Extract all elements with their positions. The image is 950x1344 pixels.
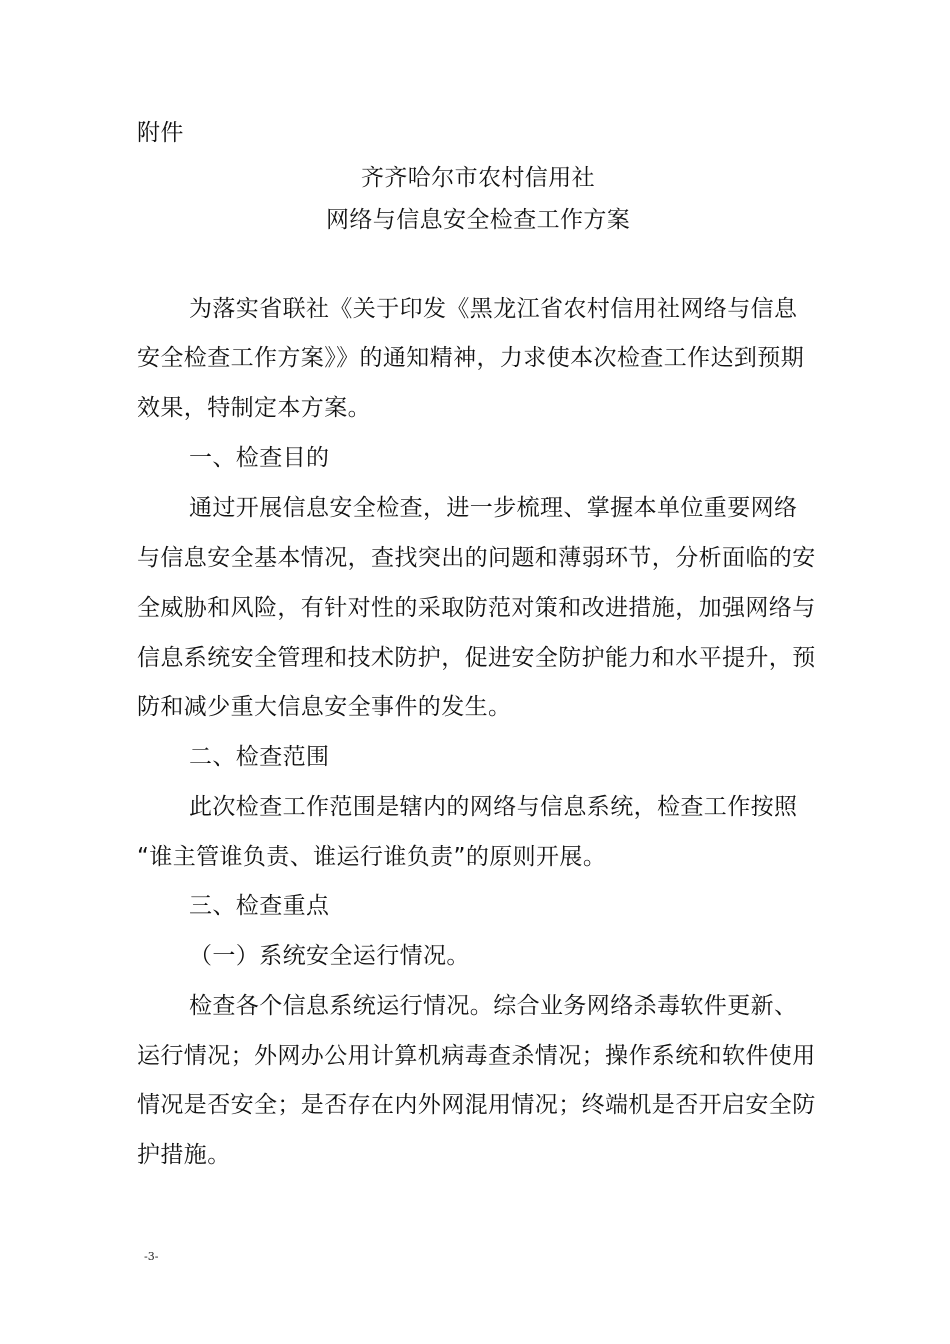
section-3-subheading-1: （一）系统安全运行情况。 [189, 943, 470, 969]
section-3-line-3: 情况是否安全；是否存在内外网混用情况；终端机是否开启安全防 [137, 1092, 816, 1118]
section-3-heading: 三、检查重点 [189, 893, 330, 919]
section-1-line-5: 防和减少重大信息安全事件的发生。 [137, 694, 512, 720]
section-2-line-1: 此次检查工作范围是辖内的网络与信息系统，检查工作按照 [189, 794, 798, 820]
title-line-2: 网络与信息安全检查工作方案 [326, 207, 631, 233]
intro-line-3: 效果，特制定本方案。 [137, 395, 371, 421]
section-2-heading: 二、检查范围 [189, 744, 330, 770]
intro-line-2: 安全检查工作方案》》的通知精神，力求使本次检查工作达到预期 [137, 345, 805, 371]
section-1-line-4: 信息系统安全管理和技术防护，促进安全防护能力和水平提升，预 [137, 645, 816, 671]
section-3-line-1: 检查各个信息系统运行情况。综合业务网络杀毒软件更新、 [189, 993, 798, 1019]
intro-line-1: 为落实省联社《关于印发《黑龙江省农村信用社网络与信息 [189, 296, 798, 322]
section-3-line-4: 护措施。 [137, 1142, 231, 1168]
page-number: -3- [144, 1250, 159, 1263]
title-line-1: 齐齐哈尔市农村信用社 [361, 165, 595, 191]
section-1-line-2: 与信息安全基本情况，查找突出的问题和薄弱环节，分析面临的安 [137, 545, 816, 571]
section-1-heading: 一、检查目的 [189, 445, 330, 471]
section-3-line-2: 运行情况；外网办公用计算机病毒查杀情况；操作系统和软件使用 [137, 1043, 816, 1069]
attachment-label: 附件 [137, 120, 184, 146]
section-2-line-2: “谁主管谁负责、谁运行谁负责”的原则开展。 [137, 844, 607, 870]
section-1-line-1: 通过开展信息安全检查，进一步梳理、掌握本单位重要网络 [189, 495, 798, 521]
section-1-line-3: 全威胁和风险，有针对性的采取防范对策和改进措施，加强网络与 [137, 595, 816, 621]
